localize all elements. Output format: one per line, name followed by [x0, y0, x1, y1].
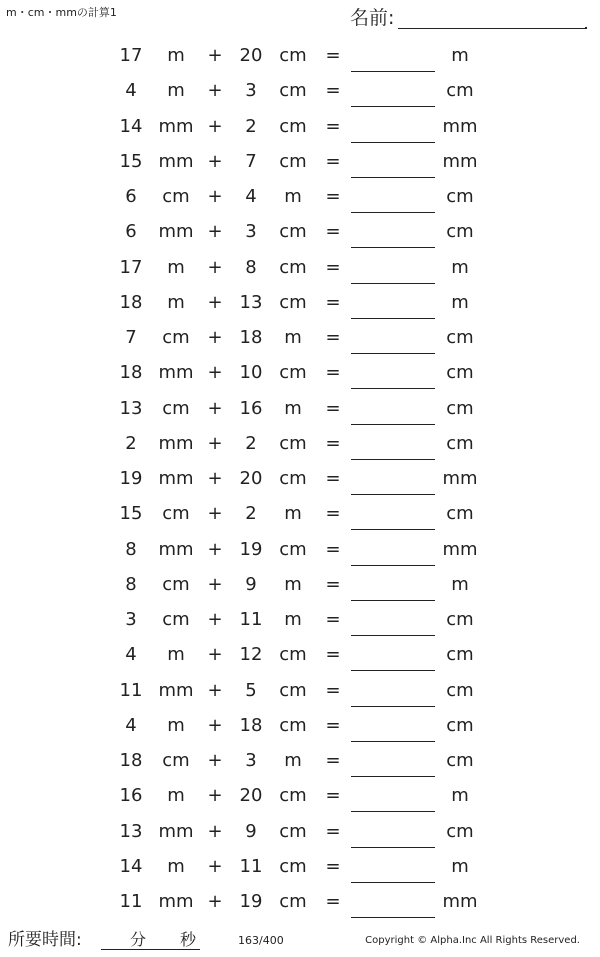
- second-unit: m: [284, 327, 302, 348]
- first-unit: m: [167, 714, 185, 736]
- first-number: 19: [119, 468, 143, 489]
- plus-sign: +: [207, 714, 223, 736]
- problem-row: [0, 745, 600, 780]
- second-unit: cm: [279, 256, 307, 278]
- first-number: 2: [125, 432, 137, 454]
- first-unit: m: [167, 855, 185, 877]
- first-number: 6: [125, 221, 137, 243]
- first-number: 4: [125, 644, 137, 666]
- first-unit: mm: [158, 679, 194, 701]
- first-number: 14: [119, 855, 143, 877]
- second-number: 5: [245, 679, 257, 701]
- second-number: 10: [239, 362, 263, 384]
- answer-blank[interactable]: [351, 71, 435, 72]
- plus-sign: +: [207, 855, 223, 877]
- second-number: 16: [239, 397, 263, 419]
- second-unit: m: [284, 750, 302, 771]
- problem-row: [0, 287, 600, 322]
- second-number: 7: [245, 150, 257, 172]
- first-number: 3: [125, 609, 137, 630]
- answer-unit: m: [451, 291, 469, 313]
- second-number: 19: [239, 538, 263, 560]
- second-unit: m: [284, 573, 302, 595]
- second-unit: m: [284, 397, 302, 419]
- first-unit: cm: [162, 609, 190, 630]
- first-unit: m: [167, 644, 185, 666]
- problem-row: [0, 428, 600, 463]
- first-number: 18: [119, 750, 143, 771]
- plus-sign: +: [207, 609, 223, 630]
- first-number: 14: [119, 115, 143, 137]
- problem-row: [0, 886, 600, 921]
- second-unit: cm: [279, 291, 307, 313]
- equals-sign: =: [325, 714, 341, 736]
- answer-blank[interactable]: [351, 283, 435, 284]
- plus-sign: +: [207, 291, 223, 313]
- plus-sign: +: [207, 186, 223, 207]
- equals-sign: =: [325, 45, 341, 66]
- second-unit: cm: [279, 362, 307, 384]
- answer-blank[interactable]: [351, 670, 435, 671]
- first-number: 16: [119, 785, 143, 807]
- first-unit: mm: [158, 468, 194, 489]
- second-number: 9: [245, 820, 257, 842]
- first-unit: cm: [162, 397, 190, 419]
- equals-sign: =: [325, 80, 341, 102]
- first-unit: cm: [162, 327, 190, 348]
- equals-sign: =: [325, 186, 341, 207]
- problem-row: [0, 463, 600, 498]
- minute-label: 分: [130, 930, 147, 949]
- answer-unit: cm: [446, 714, 474, 736]
- first-unit: cm: [162, 573, 190, 595]
- second-number: 9: [245, 573, 257, 595]
- second-number: 19: [239, 891, 263, 912]
- plus-sign: +: [207, 432, 223, 454]
- problem-row: [0, 181, 600, 216]
- answer-blank[interactable]: [351, 388, 435, 389]
- equals-sign: =: [325, 855, 341, 877]
- equals-sign: =: [325, 503, 341, 525]
- first-number: 15: [119, 150, 143, 172]
- plus-sign: +: [207, 221, 223, 243]
- equals-sign: =: [325, 432, 341, 454]
- first-unit: m: [167, 785, 185, 807]
- answer-blank[interactable]: [351, 917, 435, 918]
- equals-sign: =: [325, 679, 341, 701]
- first-number: 17: [119, 45, 143, 66]
- answer-unit: cm: [446, 609, 474, 630]
- answer-unit: mm: [442, 891, 478, 912]
- second-label: 秒: [180, 930, 197, 949]
- first-unit: m: [167, 45, 185, 66]
- answer-blank[interactable]: [351, 212, 435, 213]
- equals-sign: =: [325, 538, 341, 560]
- plus-sign: +: [207, 820, 223, 842]
- problem-row: [0, 534, 600, 569]
- first-unit: cm: [162, 186, 190, 207]
- name-field: [350, 4, 590, 32]
- equals-sign: =: [325, 150, 341, 172]
- plus-sign: +: [207, 750, 223, 771]
- second-unit: cm: [279, 432, 307, 454]
- second-number: 3: [245, 80, 257, 102]
- answer-blank[interactable]: [351, 741, 435, 742]
- problem-row: [0, 604, 600, 639]
- first-number: 17: [119, 256, 143, 278]
- first-unit: cm: [162, 503, 190, 525]
- second-unit: m: [284, 186, 302, 207]
- second-unit: cm: [279, 679, 307, 701]
- answer-blank[interactable]: [351, 847, 435, 848]
- first-number: 8: [125, 573, 137, 595]
- second-number: 2: [245, 115, 257, 137]
- answer-unit: cm: [446, 80, 474, 102]
- second-unit: cm: [279, 538, 307, 560]
- equals-sign: =: [325, 291, 341, 313]
- plus-sign: +: [207, 503, 223, 525]
- answer-unit: cm: [446, 221, 474, 243]
- equals-sign: =: [325, 750, 341, 771]
- equals-sign: =: [325, 785, 341, 807]
- answer-unit: m: [451, 855, 469, 877]
- answer-unit: m: [451, 256, 469, 278]
- name-underline-end-dot: [585, 27, 587, 29]
- problem-row: [0, 146, 600, 181]
- problem-row: [0, 675, 600, 710]
- answer-unit: cm: [446, 362, 474, 384]
- first-number: 18: [119, 291, 143, 313]
- second-number: 11: [239, 609, 263, 630]
- answer-blank[interactable]: [351, 565, 435, 566]
- equals-sign: =: [325, 891, 341, 912]
- equals-sign: =: [325, 221, 341, 243]
- plus-sign: +: [207, 362, 223, 384]
- plus-sign: +: [207, 573, 223, 595]
- answer-unit: cm: [446, 432, 474, 454]
- problem-row: [0, 569, 600, 604]
- plus-sign: +: [207, 891, 223, 912]
- answer-blank[interactable]: [351, 635, 435, 636]
- problem-row: [0, 710, 600, 745]
- plus-sign: +: [207, 538, 223, 560]
- answer-blank[interactable]: [351, 882, 435, 883]
- equals-sign: =: [325, 468, 341, 489]
- answer-blank[interactable]: [351, 494, 435, 495]
- second-unit: cm: [279, 714, 307, 736]
- second-unit: m: [284, 503, 302, 525]
- problem-row: [0, 40, 600, 75]
- answer-blank[interactable]: [351, 600, 435, 601]
- first-unit: cm: [162, 750, 190, 771]
- second-unit: m: [284, 609, 302, 630]
- plus-sign: +: [207, 115, 223, 137]
- second-number: 20: [239, 45, 263, 66]
- second-unit: cm: [279, 80, 307, 102]
- answer-unit: m: [451, 573, 469, 595]
- first-unit: mm: [158, 820, 194, 842]
- second-number: 11: [239, 855, 263, 877]
- second-unit: cm: [279, 45, 307, 66]
- second-number: 3: [245, 750, 257, 771]
- first-number: 4: [125, 714, 137, 736]
- first-unit: mm: [158, 362, 194, 384]
- problem-row: [0, 75, 600, 110]
- first-number: 4: [125, 80, 137, 102]
- equals-sign: =: [325, 397, 341, 419]
- first-unit: m: [167, 256, 185, 278]
- problem-row: [0, 816, 600, 851]
- equals-sign: =: [325, 609, 341, 630]
- problem-row: [0, 216, 600, 251]
- problem-row: [0, 393, 600, 428]
- answer-unit: cm: [446, 820, 474, 842]
- answer-blank[interactable]: [351, 353, 435, 354]
- second-unit: cm: [279, 115, 307, 137]
- second-unit: cm: [279, 221, 307, 243]
- problem-row: [0, 111, 600, 146]
- first-unit: mm: [158, 221, 194, 243]
- answer-blank[interactable]: [351, 106, 435, 107]
- first-unit: mm: [158, 150, 194, 172]
- first-unit: mm: [158, 538, 194, 560]
- equals-sign: =: [325, 327, 341, 348]
- first-number: 18: [119, 362, 143, 384]
- second-number: 3: [245, 221, 257, 243]
- problem-row: [0, 639, 600, 674]
- first-unit: mm: [158, 115, 194, 137]
- answer-blank[interactable]: [351, 177, 435, 178]
- plus-sign: +: [207, 150, 223, 172]
- problem-row: [0, 780, 600, 815]
- first-unit: m: [167, 291, 185, 313]
- answer-blank[interactable]: [351, 811, 435, 812]
- second-number: 12: [239, 644, 263, 666]
- problem-row: [0, 322, 600, 357]
- answer-unit: cm: [446, 679, 474, 701]
- second-number: 8: [245, 256, 257, 278]
- answer-unit: cm: [446, 186, 474, 207]
- second-unit: cm: [279, 891, 307, 912]
- problem-list: [0, 40, 600, 921]
- answer-unit: mm: [442, 468, 478, 489]
- first-number: 13: [119, 397, 143, 419]
- answer-unit: cm: [446, 750, 474, 771]
- answer-unit: m: [451, 45, 469, 66]
- answer-blank[interactable]: [351, 776, 435, 777]
- plus-sign: +: [207, 397, 223, 419]
- equals-sign: =: [325, 644, 341, 666]
- problem-row: [0, 498, 600, 533]
- equals-sign: =: [325, 573, 341, 595]
- equals-sign: =: [325, 820, 341, 842]
- equals-sign: =: [325, 256, 341, 278]
- second-number: 18: [239, 327, 263, 348]
- answer-unit: mm: [442, 115, 478, 137]
- first-number: 8: [125, 538, 137, 560]
- copyright-text: Copyright © Alpha.Inc All Rights Reserved.: [365, 935, 580, 946]
- answer-unit: cm: [446, 397, 474, 419]
- second-number: 20: [239, 468, 263, 489]
- second-unit: cm: [279, 820, 307, 842]
- problem-row: [0, 851, 600, 886]
- second-number: 2: [245, 503, 257, 525]
- name-label: 名前:: [350, 7, 395, 29]
- footer: [0, 928, 600, 954]
- first-unit: mm: [158, 432, 194, 454]
- second-number: 4: [245, 186, 257, 207]
- second-unit: cm: [279, 150, 307, 172]
- first-number: 11: [119, 679, 143, 701]
- time-required-label: 所要時間:: [8, 930, 82, 950]
- answer-blank[interactable]: [351, 247, 435, 248]
- problem-row: [0, 357, 600, 392]
- second-unit: cm: [279, 468, 307, 489]
- answer-unit: mm: [442, 150, 478, 172]
- answer-unit: m: [451, 785, 469, 807]
- answer-blank[interactable]: [351, 318, 435, 319]
- equals-sign: =: [325, 115, 341, 137]
- plus-sign: +: [207, 80, 223, 102]
- plus-sign: +: [207, 785, 223, 807]
- answer-blank[interactable]: [351, 706, 435, 707]
- answer-blank[interactable]: [351, 459, 435, 460]
- answer-unit: mm: [442, 538, 478, 560]
- second-unit: cm: [279, 644, 307, 666]
- plus-sign: +: [207, 644, 223, 666]
- page-counter: 163/400: [238, 934, 284, 947]
- second-number: 20: [239, 785, 263, 807]
- first-unit: mm: [158, 891, 194, 912]
- answer-blank[interactable]: [351, 424, 435, 425]
- second-number: 18: [239, 714, 263, 736]
- name-underline: [398, 28, 586, 29]
- plus-sign: +: [207, 256, 223, 278]
- worksheet-title: m・cm・mmの計算1: [6, 6, 117, 19]
- first-number: 6: [125, 186, 137, 207]
- answer-unit: cm: [446, 503, 474, 525]
- second-number: 2: [245, 432, 257, 454]
- first-unit: m: [167, 80, 185, 102]
- first-number: 15: [119, 503, 143, 525]
- answer-unit: cm: [446, 644, 474, 666]
- first-number: 11: [119, 891, 143, 912]
- problem-row: [0, 252, 600, 287]
- answer-unit: cm: [446, 327, 474, 348]
- second-unit: cm: [279, 785, 307, 807]
- first-number: 13: [119, 820, 143, 842]
- plus-sign: +: [207, 45, 223, 66]
- plus-sign: +: [207, 327, 223, 348]
- answer-blank[interactable]: [351, 142, 435, 143]
- second-unit: cm: [279, 855, 307, 877]
- second-number: 13: [239, 291, 263, 313]
- equals-sign: =: [325, 362, 341, 384]
- answer-blank[interactable]: [351, 529, 435, 530]
- first-number: 7: [125, 327, 137, 348]
- plus-sign: +: [207, 468, 223, 489]
- plus-sign: +: [207, 679, 223, 701]
